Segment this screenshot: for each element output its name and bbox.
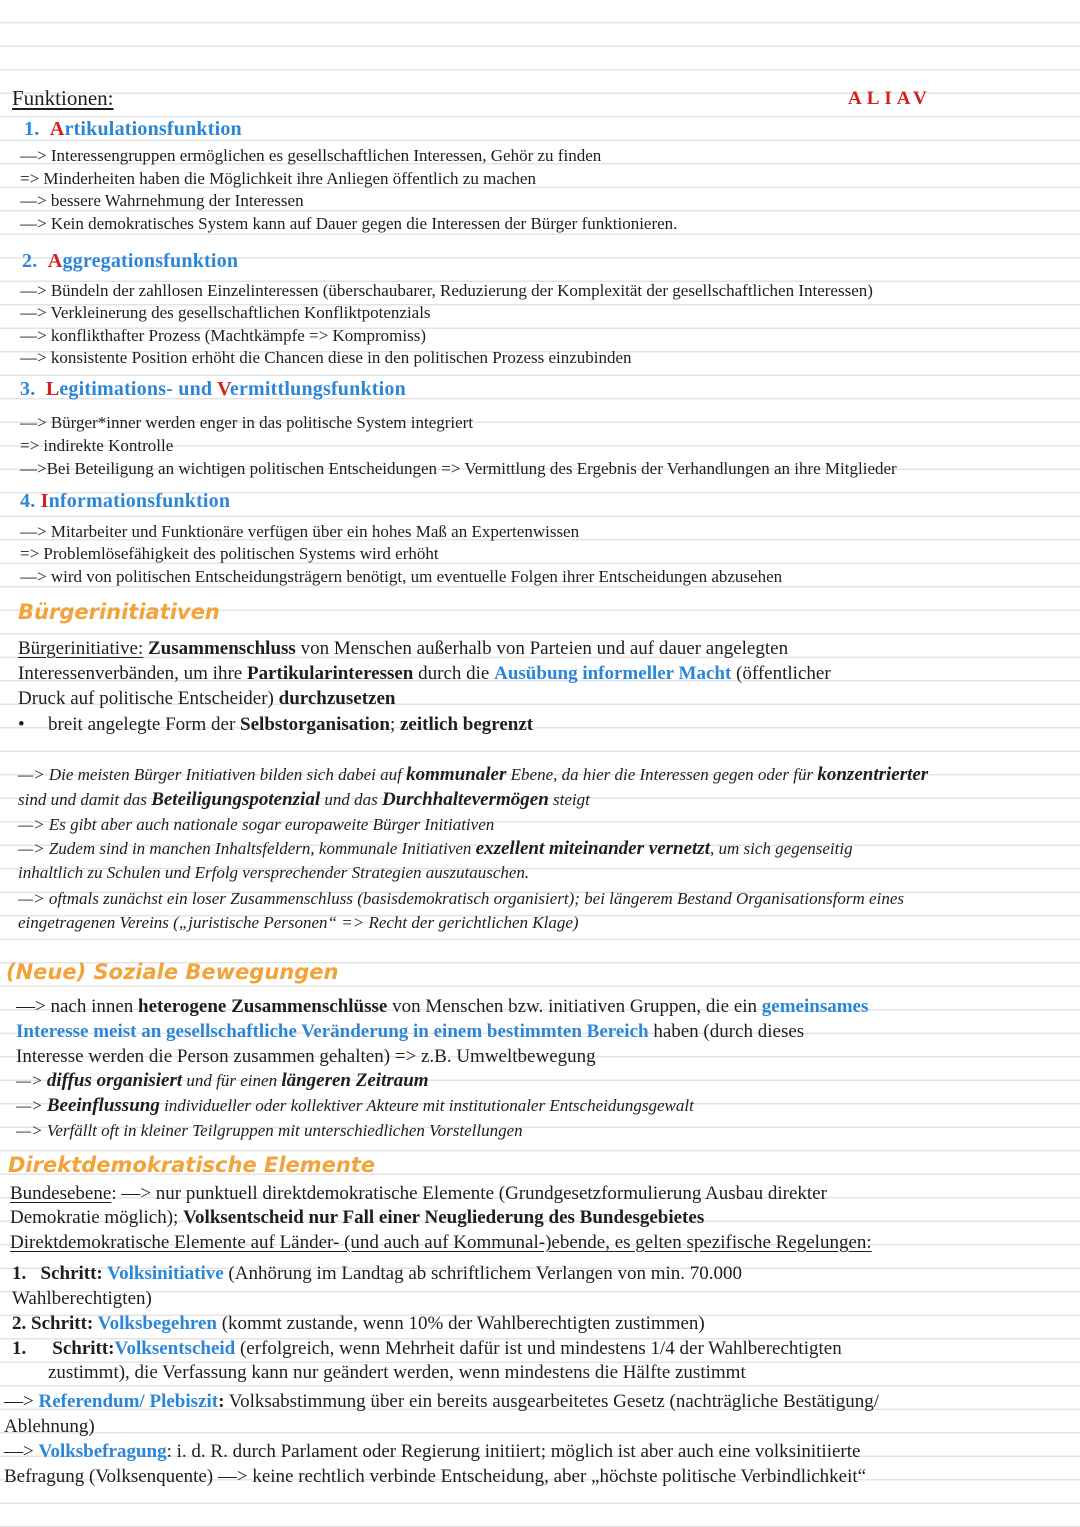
emphasis: Durchhaltevermögen [381,789,549,810]
emphasis-blue: Volksbefragung [38,1441,167,1462]
emphasis: Selbstorganisation [240,714,390,735]
text: —> Die meisten Bürger Initiativen bilden sich dabei auf [18,765,407,784]
italic-line: inhaltlich zu Schulen und Erfolg versprechender Strategien auszutauschen. [18,863,530,882]
emphasis: exzellent miteinander vernetzt [475,838,710,859]
step-line [12,1312,705,1337]
text: (kommt zustande, wenn 10% der Wahlberechtigten zustimmen) [216,1313,705,1334]
emphasis: kommunaler [406,764,507,785]
text: sind und damit das [18,790,152,809]
text: —> Zudem sind in manchen Inhaltsfeldern, kommunale Initiativen [18,839,476,858]
emphasis: Beeinflussung [46,1095,160,1116]
section-heading-buergerinitiativen: Bürgerinitiativen [18,600,220,624]
italic-line [16,1095,694,1118]
bullet-line [18,713,533,738]
text: Demokratie möglich); [10,1207,184,1228]
text-line [16,995,868,1020]
section-heading-aggregation [22,250,238,273]
label-underlined: Bundesebene [10,1183,112,1204]
italic-line [18,838,853,861]
step-number: 1. [12,1263,27,1284]
emphasis: Beteiligungspotenzial [151,789,321,810]
emphasis: heterogene Zusammenschlüsse [138,996,388,1017]
text-line [10,1182,827,1207]
text: von Menschen bzw. initiativen Gruppen, die ein [387,996,762,1017]
section-heading-information [20,490,230,513]
emphasis-blue: Ausübung informeller Macht [494,663,732,684]
emphasis-blue: Referendum/ Plebiszit [38,1391,219,1412]
text: (öffentlicher [731,663,831,684]
heading-rest: nformationsfunktion [48,490,231,512]
heading-number: 2. [22,250,38,272]
text-line [4,1440,860,1465]
italic-line [18,764,928,787]
heading-rest: rtikulationsfunktion [64,118,242,140]
text-line [10,1206,704,1231]
heading-initial: I [40,490,49,512]
emphasis: Volksentscheid nur Fall einer Neugliederung des Bundesgebietes [183,1207,705,1228]
text-line: Befragung (Volksenquente) —> keine rechtlich verbinde Entscheidung, aber „höchste politische Verbindlichkeit“ [4,1466,867,1487]
step-label: Schritt: [52,1338,115,1359]
definition-line [18,687,395,712]
text: steigt [548,790,590,809]
text: von Menschen außerhalb von Parteien und auf dauer angelegten [295,638,789,659]
heading-initial: L [45,378,60,400]
heading-initial-2: V [217,378,230,400]
text: Ebene, da hier die Interessen gegen oder für [506,765,818,784]
step-label: Schritt: [40,1263,108,1284]
italic-line [16,1070,429,1093]
text-line-underlined: Direktdemokratische Elemente auf Länder- (und auch auf Kommunal-)ebende, es gelten spezifische Regelungen: [10,1232,872,1253]
emphasis: durchzusetzen [278,688,396,709]
step-term: Volksbegehren [97,1313,217,1334]
text-line: —>Bei Beteiligung an wichtigen politischen Entscheidungen => Vermittlung des Ergebnis der Verhandlungen an ihre Mitglieder [20,459,897,478]
text: individueller oder kollektiver Akteure mit institutionaler Entscheidungsgewalt [159,1096,694,1115]
section-heading-soziale-bewegungen: (Neue) Soziale Bewegungen [6,960,339,984]
text: und das [320,790,382,809]
text-line: —> Interessengruppen ermöglichen es gesellschaftlichen Interessen, Gehör zu finden [20,146,602,165]
text-line: => Problemlösefähigkeit des politischen Systems wird erhöht [20,544,439,563]
text-line: => indirekte Kontrolle [20,436,174,455]
section-heading-legitimation [20,378,406,401]
text: ; [389,714,400,735]
text: Druck auf politische Entscheider) [18,688,279,709]
text: (erfolgreich, wenn Mehrheit dafür ist und mindestens 1/4 der Wahlberechtigten [235,1338,842,1359]
text-line [16,1020,804,1045]
emphasis: Zusammenschluss [148,638,296,659]
step-line [12,1337,842,1362]
text-line: Interesse werden die Person zusammen gehalten) => z.B. Umweltbewegung [16,1046,596,1067]
text-line: Ablehnung) [4,1416,95,1437]
step-term: Volksinitiative [107,1263,224,1284]
italic-line [18,789,590,812]
text: —> [4,1391,39,1412]
heading-rest-2: ermittlungsfunktion [229,378,406,400]
emphasis: zeitlich begrenzt [400,714,534,735]
step-continuation: Wahlberechtigten) [12,1288,152,1309]
italic-line: —> Es gibt aber auch nationale sogar europaweite Bürger Initiativen [18,815,495,834]
emphasis: diffus organisiert [46,1070,183,1091]
text: durch die [413,663,495,684]
text: breit angelegte Form der [48,714,241,735]
emphasis: Partikularinteressen [246,663,414,684]
italic-line: eingetragenen Vereins („juristische Personen“ => Recht der gerichtlichen Klage) [18,913,579,932]
italic-line: —> Verfällt oft in kleiner Teilgruppen mit unterschiedlichen Vorstellungen [16,1121,523,1140]
emphasis-blue: gemeinsames [761,996,869,1017]
heading-number: 4. [20,490,36,512]
text: Volksabstimmung über ein bereits ausgearbeitetes Gesetz (nachträgliche Bestätigung/ [224,1391,879,1412]
heading-number: 1. [24,118,40,140]
text-line: —> Bündeln der zahllosen Einzelinteressen (überschaubarer, Reduzierung der Komplexität der gesellschaftlichen Interessen) [20,281,873,300]
text-line: —> Mitarbeiter und Funktionäre verfügen über ein hohes Maß an Expertenwissen [20,522,580,541]
text-line [4,1390,879,1415]
text: , um sich gegenseitig [709,839,853,858]
definition-line [18,662,831,687]
emphasis-blue: Interesse meist an gesellschaftliche Veränderung in einem bestimmten Bereich [16,1021,649,1042]
heading-initial: A [47,250,63,272]
italic-line: —> oftmals zunächst ein loser Zusammenschluss (basisdemokratisch organisiert); bei längerem Bestand Organisationsform eines [18,889,904,908]
heading-number: 3. [20,378,36,400]
step-line [12,1262,742,1287]
bullet-icon: • [18,714,25,735]
step-term: Volksentscheid [114,1338,236,1359]
step-number: 2. [12,1313,27,1334]
text-line: —> bessere Wahrnehmung der Interessen [20,191,304,210]
section-heading-direktdemokratie: Direktdemokratische Elemente [8,1153,376,1177]
text: (Anhörung im Landtag ab schriftlichem Verlangen von min. 70.000 [223,1263,743,1284]
text-line: —> konflikthafter Prozess (Machtkämpfe => Kompromiss) [20,326,426,345]
page-title: Funktionen: [12,86,114,110]
emphasis: konzentrierter [817,764,929,785]
step-label: Schritt: [31,1313,98,1334]
text-line: —> Kein demokratisches System kann auf Dauer gegen die Interessen der Bürger funktionieren. [20,214,678,233]
text: : i. d. R. durch Parlament oder Regierung initiiert; möglich ist aber auch eine volksinitiierte [166,1441,861,1462]
text: : —> nur punktuell direktdemokratische Elemente (Grundgesetzformulierung Ausbau direkter [111,1183,827,1204]
emphasis: längeren Zeitraum [281,1070,429,1091]
heading-rest: egitimations- und [59,378,218,400]
heading-initial: A [49,118,65,140]
text-line: —> Bürger*inner werden enger in das politische System integriert [20,413,474,432]
text-line: —> wird von politischen Entscheidungsträgern benötigt, um eventuelle Folgen ihrer Entscheidungen abzusehen [20,567,783,586]
text: Interessenverbänden, um ihre [18,663,247,684]
text-line: => Minderheiten haben die Möglichkeit ihre Anliegen öffentlich zu machen [20,169,536,188]
step-continuation: zustimmt), die Verfassung kann nur geändert werden, wenn mindestens die Hälfte zustimmt [48,1362,746,1383]
text-line: —> konsistente Position erhöht die Chancen diese in den politischen Prozess einzubinden [20,348,632,367]
text: haben (durch dieses [648,1021,805,1042]
text: —> [16,1071,47,1090]
text: und für einen [182,1071,282,1090]
text: —> nach innen [16,996,139,1017]
text: —> [16,1096,47,1115]
text-line: —> Verkleinerung des gesellschaftlichen Konfliktpotenzials [20,303,431,322]
step-number: 1. [12,1338,27,1359]
section-heading-artikulation [24,118,242,141]
text: —> [4,1441,39,1462]
definition-line [18,637,788,662]
heading-rest: ggregationsfunktion [62,250,239,272]
emphasis: : [218,1391,225,1412]
author-tag: ALIAV [848,88,932,109]
definition-label: Bürgerinitiative: [18,638,144,659]
